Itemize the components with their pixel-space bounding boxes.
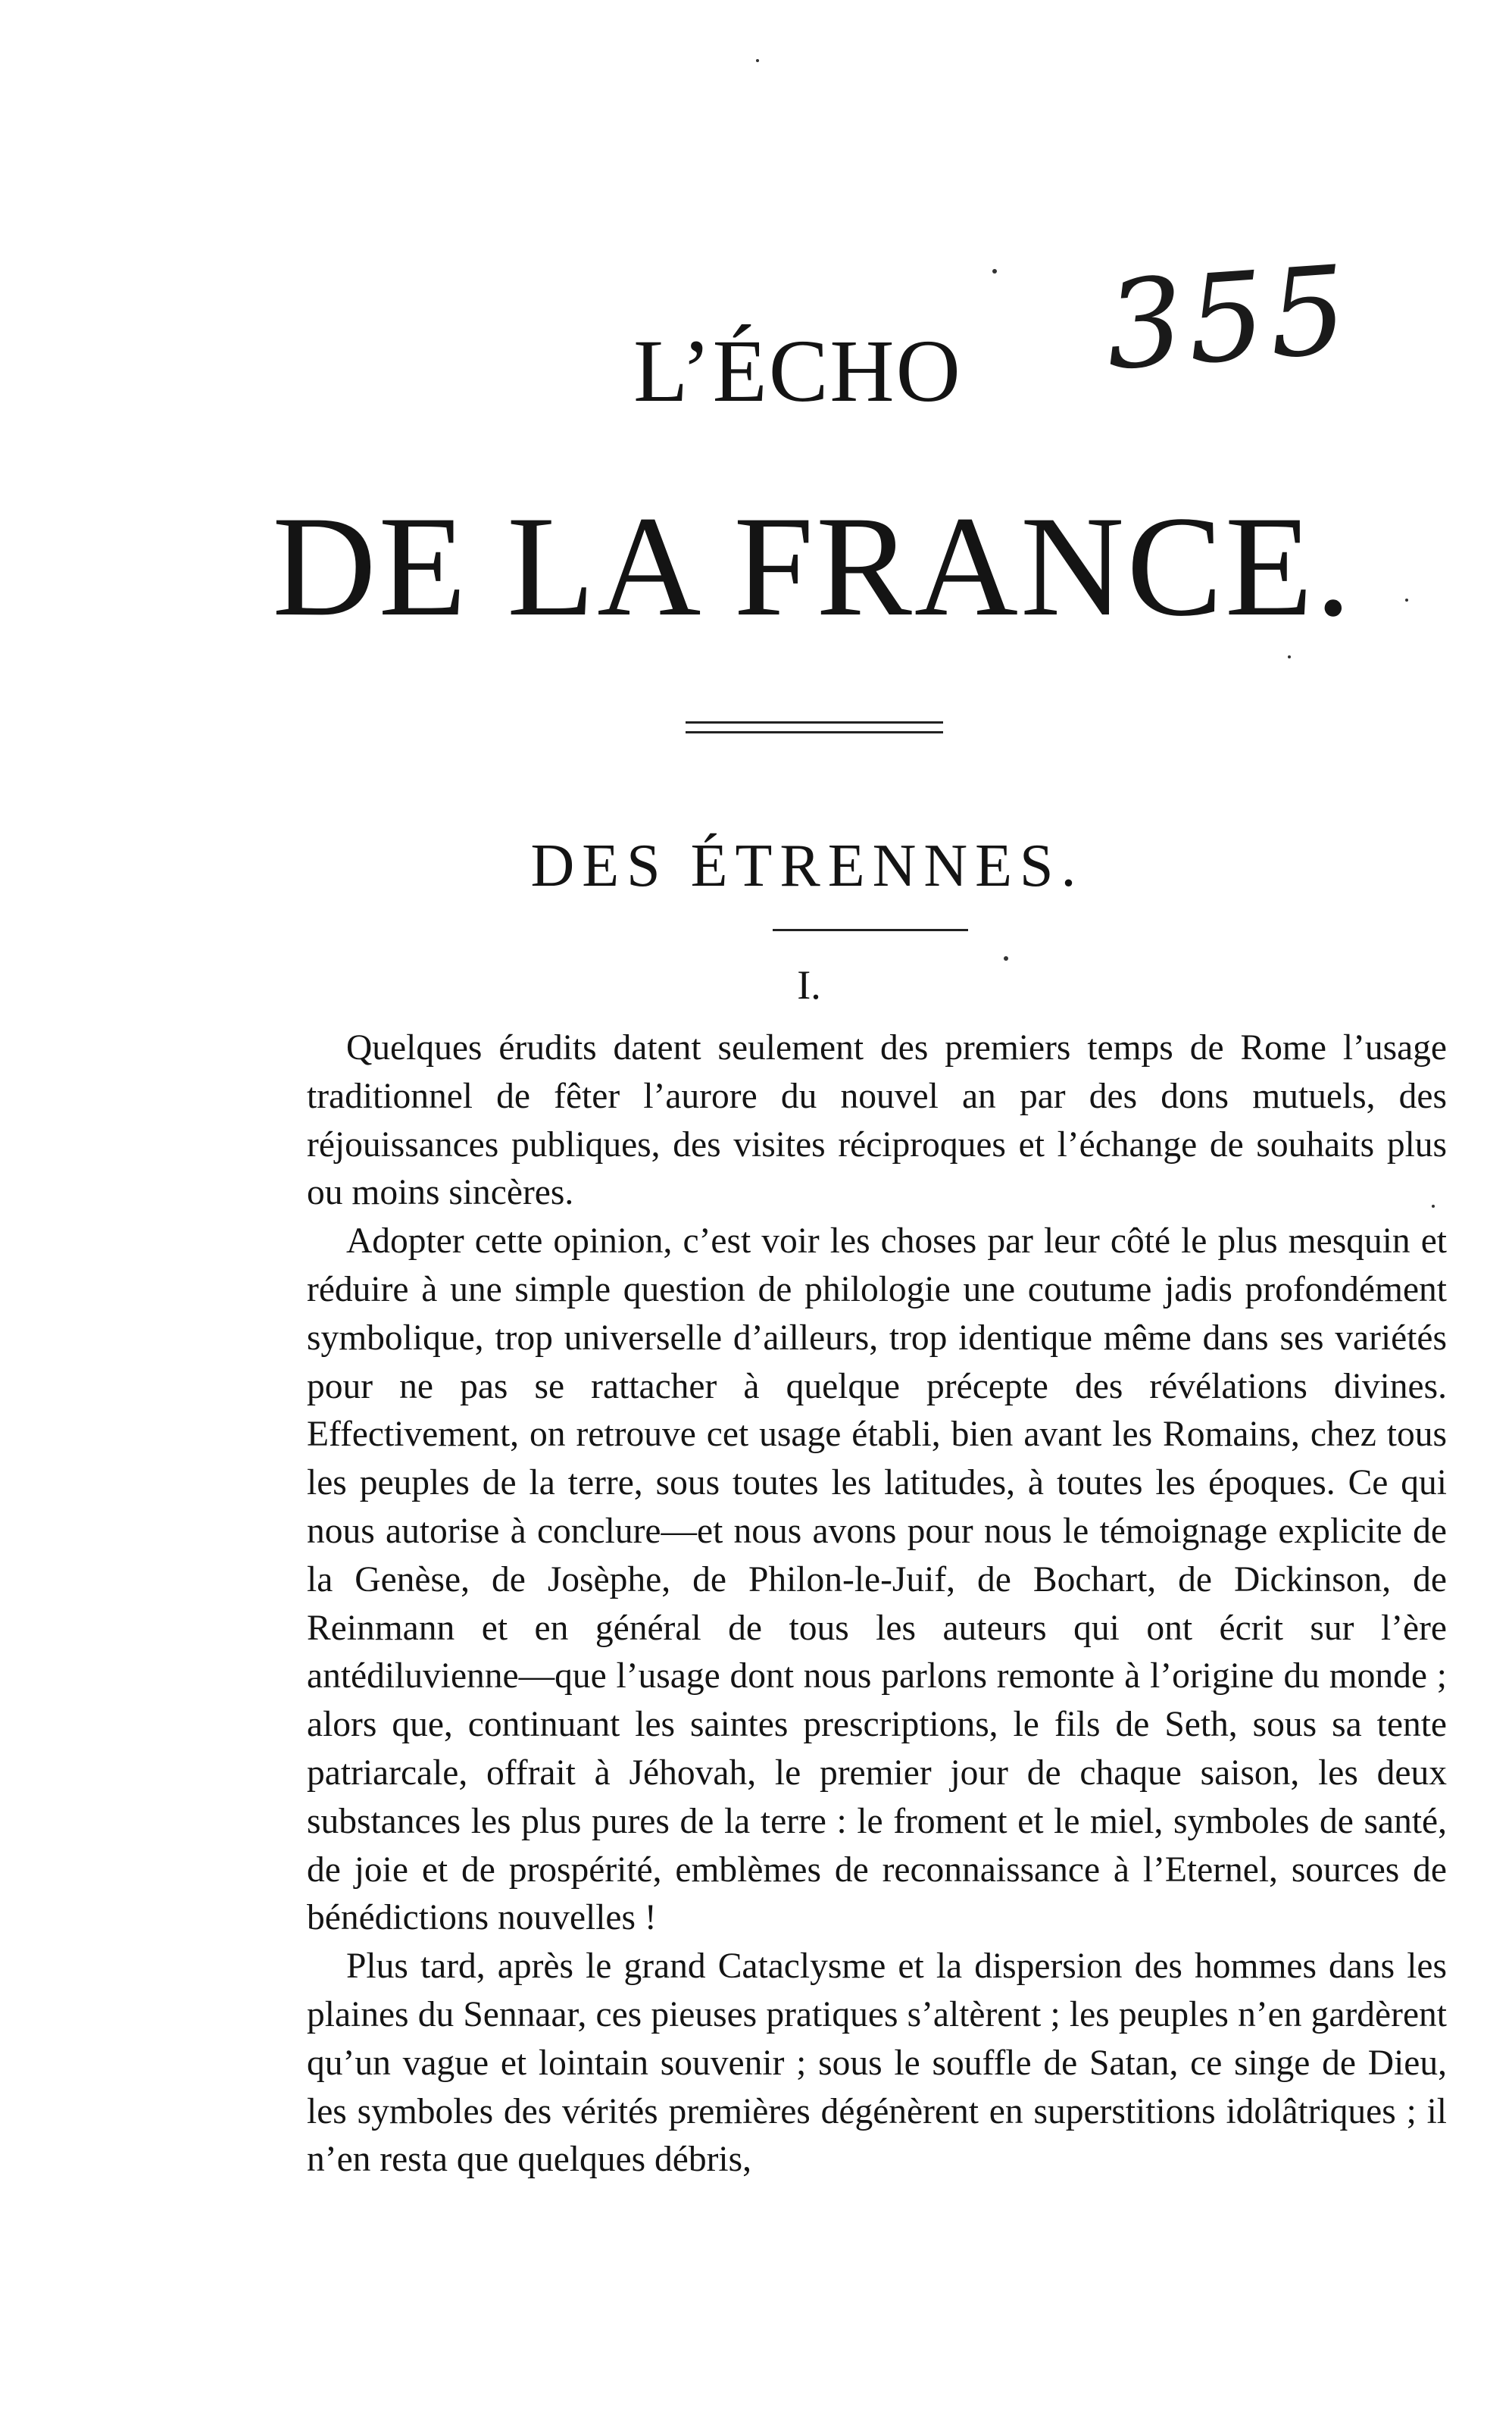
ink-speck [1405,599,1408,602]
paragraph-3: Plus tard, après le grand Cataclysme et la dispersion des hommes dans les plaines du Sennaar, ces pieuses pratiques s’altèrent ; les peuples n’en gardèrent qu’un vague et lointain souvenir ; sous le souffle de Satan, ce singe de Dieu, les symboles des vérités premières dégénèrent en superstitions idolâtriques ; il n’en resta que quelques débris, [307,1946,1447,2180]
ink-speck [1288,655,1291,658]
masthead-title-line1: L’ÉCHO [633,321,962,421]
paragraph-1: Quelques érudits datent seulement des premiers temps de Rome l’usage traditionnel de fêter l’aurore du nouvel an par des dons mutuels, des réjouissances publiques, des visites réciproques et l’échange de souhaits plus ou moins sincères. [307,1028,1447,1213]
ink-speck [992,269,997,274]
ink-speck [756,59,759,62]
ink-speck [1004,956,1008,961]
ink-speck [1432,1205,1435,1208]
handwritten-mark: 355 [1101,238,1356,398]
section-title: DES ÉTRENNES. [530,833,1084,899]
paragraph-2: Adopter cette opinion, c’est voir les choses par leur côté le plus mesquin et réduire à une simple question de philologie une coutume jadis profondément symbolique, trop universelle d’ailleurs, trop identique même dans ses variétés pour ne pas se rattacher à quelque précepte des révélations divines. Effectivement, on retrouve cet usage établi, bien avant les Romains, chez tous les peuples de la terre, sous toutes les latitudes, à toutes les époques. Ce qui nous autorise à conclure—et nous avons pour nous le témoignage explicite de la Genèse, de Josèphe, de Philon-le-Juif, de Bochart, de Dickinson, de Reinmann et en général de tous les auteurs qui ont écrit sur l’ère antédiluvienne—que l’usage dont nous parlons remonte à l’origine du monde ; alors que, continuant les saintes prescriptions, le fils de Seth, sous sa tente patriarcale, offrait à Jéhovah, le premier jour de chaque saison, les deux substances les plus pures de la terre : le froment et le miel, symboles de santé, de joie et de prospérité, emblèmes de reconnaissance à l’Eternel, sources de bénédictions nouvelles ! [307,1221,1447,1938]
masthead-title-line2: DE LA FRANCE. [272,487,1354,646]
single-rule-divider [773,929,968,931]
article-body [307,1024,1447,2184]
section-number: I. [797,962,821,1008]
double-rule-divider [686,721,943,733]
